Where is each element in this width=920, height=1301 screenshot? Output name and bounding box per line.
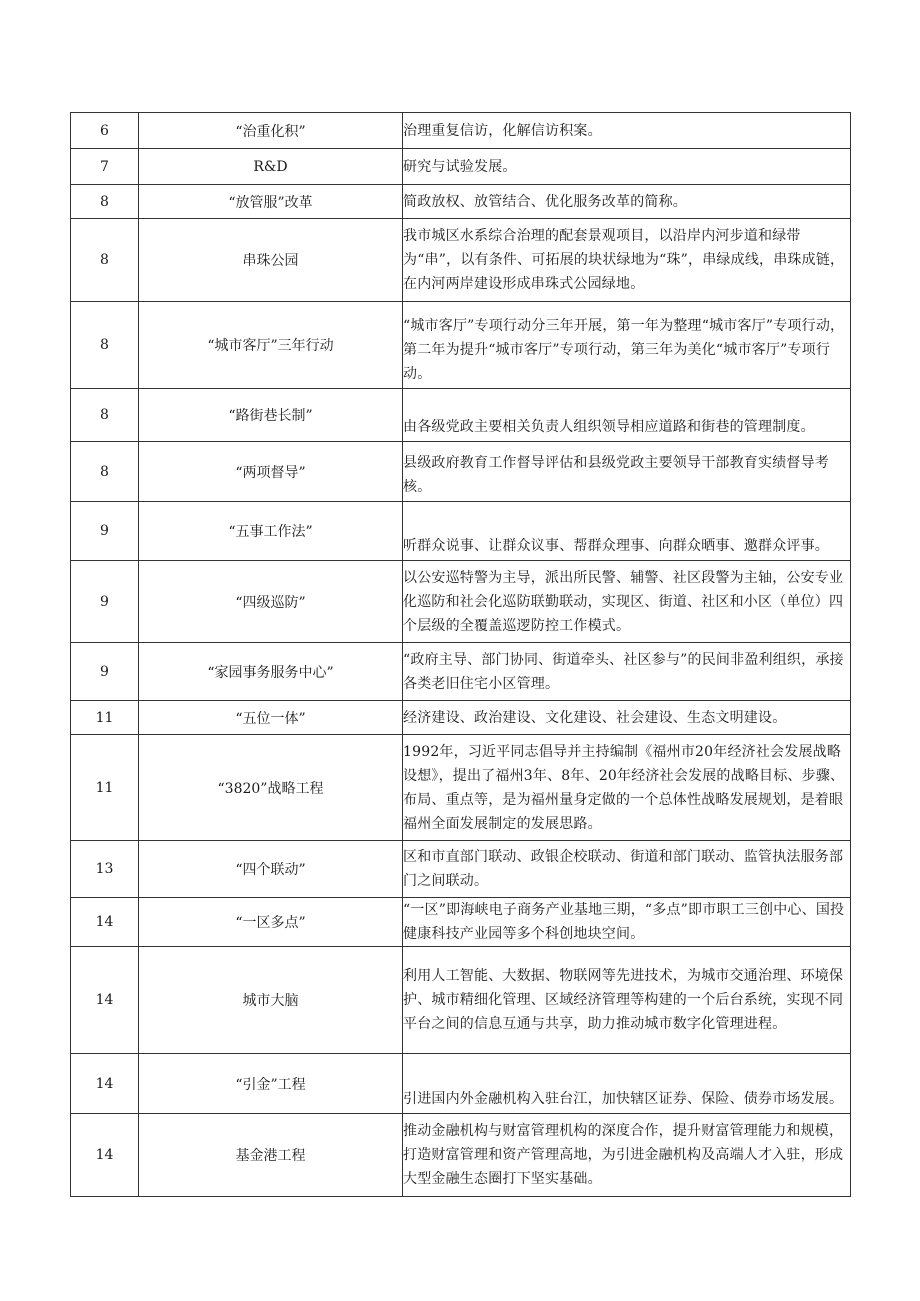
table-row xyxy=(71,185,851,219)
table-row xyxy=(71,442,851,502)
table-row xyxy=(71,149,851,185)
page-number: 14 xyxy=(71,1054,139,1114)
definition: 区和市直部门联动、政银企校联动、街道和部门联动、监管执法服务部门之间联动。 xyxy=(403,841,851,898)
page-number: 11 xyxy=(71,735,139,841)
page-number: 9 xyxy=(71,561,139,643)
definition: 引进国内外金融机构入驻台江，加快辖区证券、保险、债券市场发展。 xyxy=(403,1054,851,1114)
page-number: 8 xyxy=(71,219,139,302)
table-row xyxy=(71,219,851,302)
definition: 经济建设、政治建设、文化建设、社会建设、生态文明建设。 xyxy=(403,701,851,735)
table-row xyxy=(71,502,851,561)
term: “四个联动” xyxy=(139,841,403,898)
definition: “城市客厅”专项行动分三年开展，第一年为整理“城市客厅”专项行动，第二年为提升“城市客厅”专项行动，第三年为美化“城市客厅”专项行动。 xyxy=(403,302,851,389)
table-row xyxy=(71,735,851,841)
term: “放管服”改革 xyxy=(139,185,403,219)
definition: 我市城区水系综合治理的配套景观项目，以沿岸内河步道和绿带为“串”，以有条件、可拓展的块状绿地为“珠”，串绿成线，串珠成链，在内河两岸建设形成串珠式公园绿地。 xyxy=(403,219,851,302)
page-number: 6 xyxy=(71,113,139,149)
definition: 县级政府教育工作督导评估和县级党政主要领导干部教育实绩督导考核。 xyxy=(403,442,851,502)
term: “四级巡防” xyxy=(139,561,403,643)
table-row xyxy=(71,389,851,442)
page-number: 14 xyxy=(71,947,139,1054)
definition: 推动金融机构与财富管理机构的深度合作，提升财富管理能力和规模，打造财富管理和资产管理高地，为引进金融机构及高端人才入驻，形成大型金融生态圈打下坚实基础。 xyxy=(403,1114,851,1197)
page-number: 11 xyxy=(71,701,139,735)
term: “路街巷长制” xyxy=(139,389,403,442)
table-row xyxy=(71,898,851,947)
page-number: 7 xyxy=(71,149,139,185)
term: “引金”工程 xyxy=(139,1054,403,1114)
definition: 以公安巡特警为主导，派出所民警、辅警、社区段警为主轴，公安专业化巡防和社会化巡防联勤联动，实现区、街道、社区和小区（单位）四个层级的全覆盖巡逻防控工作模式。 xyxy=(403,561,851,643)
term: “五位一体” xyxy=(139,701,403,735)
page-number: 8 xyxy=(71,442,139,502)
term: “两项督导” xyxy=(139,442,403,502)
term: “家园事务服务中心” xyxy=(139,643,403,701)
table-row xyxy=(71,643,851,701)
table-row xyxy=(71,1114,851,1197)
table-row xyxy=(71,1054,851,1114)
table-row xyxy=(71,947,851,1054)
term: 串珠公园 xyxy=(139,219,403,302)
definition: 研究与试验发展。 xyxy=(403,149,851,185)
table-row xyxy=(71,701,851,735)
term: 基金港工程 xyxy=(139,1114,403,1197)
page-number: 8 xyxy=(71,185,139,219)
term: “城市客厅”三年行动 xyxy=(139,302,403,389)
definition: 由各级党政主要相关负责人组织领导相应道路和街巷的管理制度。 xyxy=(403,389,851,442)
definition: 治理重复信访，化解信访积案。 xyxy=(403,113,851,149)
page-number: 14 xyxy=(71,898,139,947)
page-number: 9 xyxy=(71,502,139,561)
table-row xyxy=(71,561,851,643)
definition: “一区”即海峡电子商务产业基地三期，“多点”即市职工三创中心、国投健康科技产业园等多个科创地块空间。 xyxy=(403,898,851,947)
term: “五事工作法” xyxy=(139,502,403,561)
page-number: 14 xyxy=(71,1114,139,1197)
table-row xyxy=(71,841,851,898)
glossary-table xyxy=(70,112,851,1197)
term: “治重化积” xyxy=(139,113,403,149)
table-row xyxy=(71,113,851,149)
definition: 利用人工智能、大数据、物联网等先进技术，为城市交通治理、环境保护、城市精细化管理、区域经济管理等构建的一个后台系统，实现不同平台之间的信息互通与共享，助力推动城市数字化管理进程。 xyxy=(403,947,851,1054)
glossary-page xyxy=(70,112,850,1197)
page-number: 8 xyxy=(71,389,139,442)
term: “一区多点” xyxy=(139,898,403,947)
page-number: 9 xyxy=(71,643,139,701)
term: “3820”战略工程 xyxy=(139,735,403,841)
definition: 1992年，习近平同志倡导并主持编制《福州市20年经济社会发展战略设想》，提出了福州3年、8年、20年经济社会发展的战略目标、步骤、布局、重点等，是为福州量身定做的一个总体性战略发展规划，是着眼福州全面发展制定的发展思路。 xyxy=(403,735,851,841)
definition: 简政放权、放管结合、优化服务改革的简称。 xyxy=(403,185,851,219)
table-row xyxy=(71,302,851,389)
term: 城市大脑 xyxy=(139,947,403,1054)
page-number: 13 xyxy=(71,841,139,898)
definition: “政府主导、部门协同、街道牵头、社区参与”的民间非盈利组织，承接各类老旧住宅小区管理。 xyxy=(403,643,851,701)
term: R&D xyxy=(139,149,403,185)
definition: 听群众说事、让群众议事、帮群众理事、向群众晒事、邀群众评事。 xyxy=(403,502,851,561)
page-number: 8 xyxy=(71,302,139,389)
